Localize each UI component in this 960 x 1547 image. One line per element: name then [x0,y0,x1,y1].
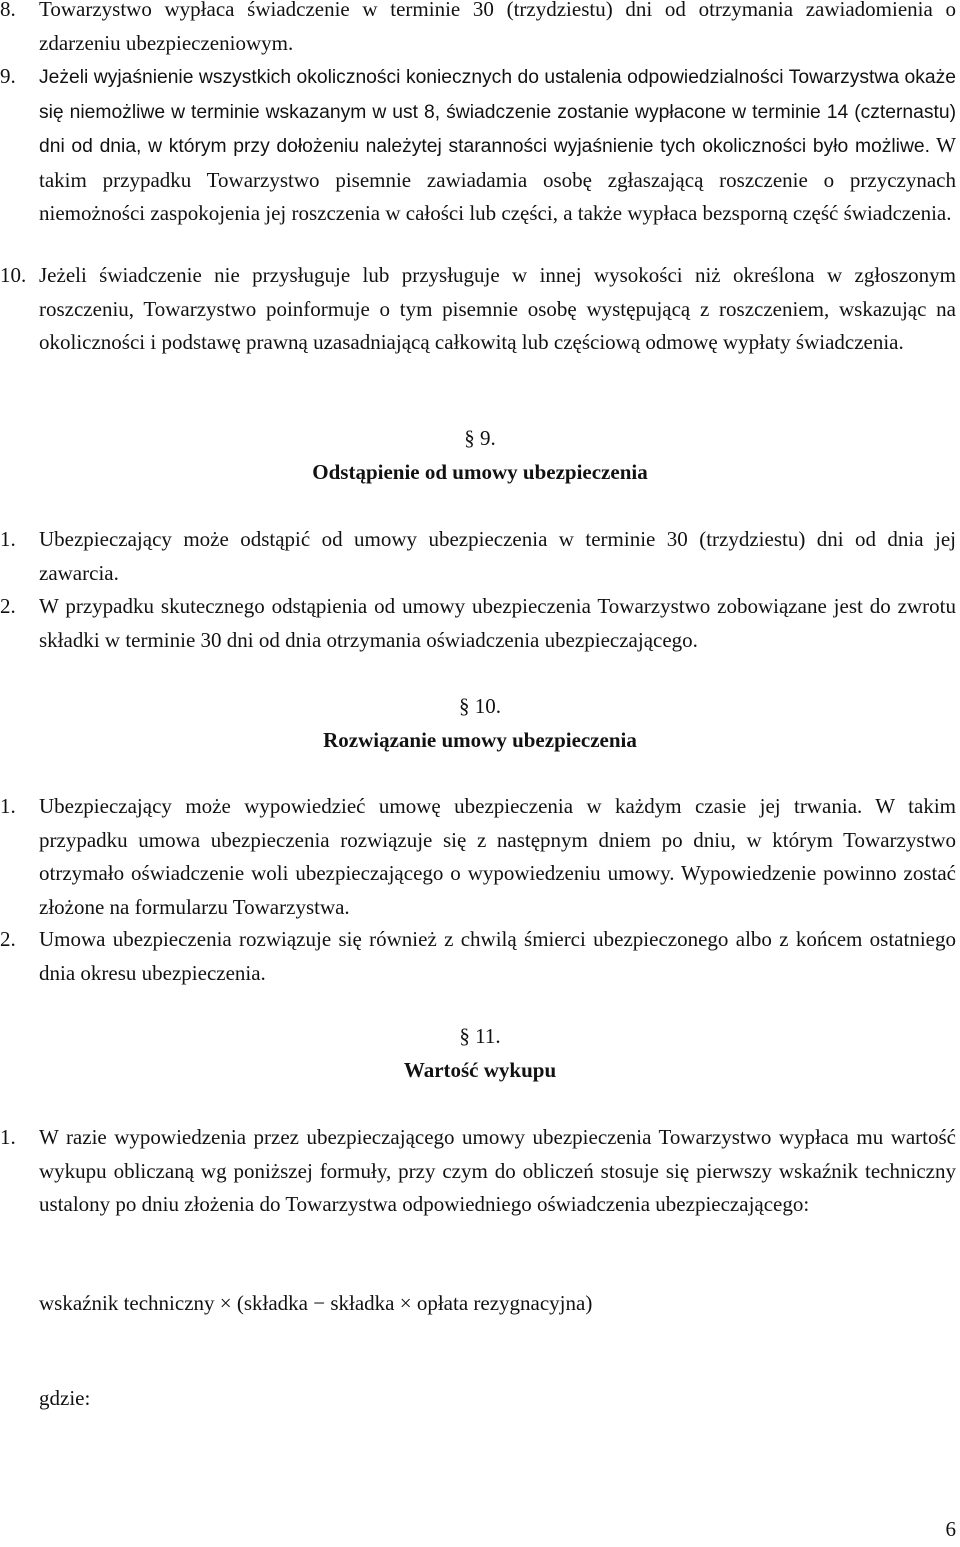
item-text-continuation: W takim przypadku Towarzystwo pisemnie zawiadamia osobę zgłaszającą roszczenie o przyczynach niemożności zaspokojenia jej roszczenia w całości lub części, a także wypłaca bezsporną część świadczenia. [39,133,956,225]
section-9-item-2 [0,590,956,657]
item-text: Ubezpieczający może odstąpić od umowy ubezpieczenia w terminie 30 (trzydziestu) dni od dnia jej zawarcia. [39,527,956,585]
section-8-items [0,0,956,60]
section-number [0,1020,960,1054]
list-item [0,60,956,231]
item-number: 2. [0,594,16,618]
item-text: Towarzystwo wypłaca świadczenie w terminie 30 (trzydziestu) dni od otrzymania zawiadomienia o zdarzeniu ubezpieczeniowym. [39,0,956,55]
list-item [0,923,956,990]
item-text: Jeżeli świadczenie nie przysługuje lub przysługuje w innej wysokości niż określona w zgłoszonym roszczeniu, Towarzystwo poinformuje o tym pisemnie osobę występującą z roszczeniem, wskazując na okoliczności i podstawę prawną uzasadniającą całkowitą lub częściową odmowę wypłaty świadczenia. [39,263,956,354]
formula: wskaźnik techniczny × (składka − składka × opłata rezygnacyjna) [39,1291,593,1315]
section-sign: § [464,426,475,450]
section-title: Wartość wykupu [403,1058,557,1082]
item-number: 10. [0,263,27,287]
item-number: 2. [0,927,16,951]
section-10-item-2 [0,923,956,990]
item-number: 9. [0,64,16,88]
list-item [0,523,956,590]
section-number [0,690,960,724]
section-number-value: 11. [475,1024,501,1048]
section-sign: § [459,1024,470,1048]
list-item [0,590,956,657]
list-item [0,790,956,924]
section-number-value: 10. [474,694,501,718]
item-text: Ubezpieczający może wypowiedzieć umowę ubezpieczenia w każdym czasie jej trwania. W takim przypadku umowa ubezpieczenia rozwiązuje się z następnym dniem po dniu, w którym Towarzystwo otrzymało oświadczenie woli ubezpieczającego o wypowiedzeniu umowy. Wypowiedzenie powinno zostać złożone na formularzu Towarzystwa. [39,794,956,919]
list-item [0,259,956,360]
where-label: gdzie: [39,1386,91,1410]
page-number: 6 [945,1517,956,1541]
item-number: 1. [0,1125,16,1149]
item-number: 1. [0,794,16,818]
section-number-value: 9. [480,426,496,450]
section-title: Odstąpienie od umowy ubezpieczenia [312,460,648,484]
item-text: Jeżeli wyjaśnienie wszystkich okoliczności koniecznych do ustalenia odpowiedzialności Towarzystwa okaże się niemożliwe w terminie wskazanym w ust 8, świadczenie zostanie wypłacone w terminie 14 (czternastu) dni od dnia, w którym przy dołożeniu należytej staranności wyjaśnienie tych okoliczności było możliwe. [39,67,956,157]
section-10-item-1 [0,790,956,924]
list-item [0,0,956,60]
section-sign: § [459,694,470,718]
item-number: 1. [0,527,16,551]
item-text: W przypadku skutecznego odstąpienia od umowy ubezpieczenia Towarzystwo zobowiązane jest do zwrotu składki w terminie 30 dni od dnia otrzymania oświadczenia ubezpieczającego. [39,594,956,652]
item-number: 8. [0,0,16,21]
section-9-item-1 [0,523,956,590]
section-8-item-10 [0,259,956,360]
section-number [0,422,960,456]
item-text: W razie wypowiedzenia przez ubezpieczającego umowy ubezpieczenia Towarzystwo wypłaca mu wartość wykupu obliczaną wg poniższej formuły, przy czym do obliczeń stosuje się pierwszy wskaźnik techniczny ustalony po dniu złożenia do Towarzystwa odpowiedniego oświadczenia ubezpieczającego: [39,1125,956,1216]
section-8-item-9 [0,60,956,231]
section-11-item-1 [0,1121,956,1222]
list-item [0,1121,956,1222]
item-text: Umowa ubezpieczenia rozwiązuje się również z chwilą śmierci ubezpieczonego albo z końcem ostatniego dnia okresu ubezpieczenia. [39,927,956,985]
section-title: Rozwiązanie umowy ubezpieczenia [323,728,637,752]
